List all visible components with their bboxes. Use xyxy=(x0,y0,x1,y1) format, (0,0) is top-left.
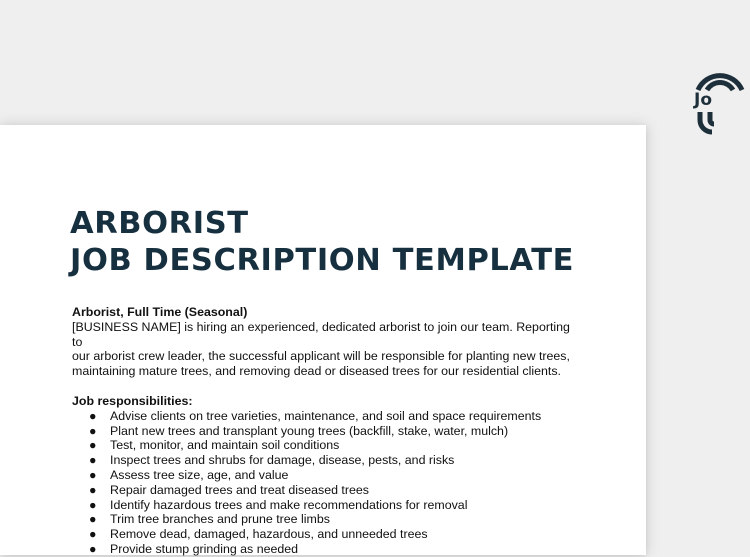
list-item xyxy=(72,409,572,424)
document-title xyxy=(70,205,574,279)
list-item-text: Remove dead, damaged, hazardous, and unneeded trees xyxy=(110,527,428,542)
list-item-text: Inspect trees and shrubs for damage, disease, pests, and risks xyxy=(110,453,455,468)
list-item xyxy=(72,527,572,542)
intro-paragraph xyxy=(72,320,572,379)
list-item xyxy=(72,498,572,513)
list-item-text: Trim tree branches and prune tree limbs xyxy=(110,512,330,527)
bullet-icon: ● xyxy=(89,467,97,482)
bullet-icon: ● xyxy=(89,482,97,497)
list-item xyxy=(72,483,572,498)
list-item-text: Advise clients on tree varieties, maintenance, and soil and space requirements xyxy=(110,408,542,423)
bullet-icon: ● xyxy=(89,541,97,556)
title-line-2: JOB DESCRIPTION TEMPLATE xyxy=(70,243,575,278)
intro-line: our arborist crew leader, the successful applicant will be responsible for planting new trees, xyxy=(72,349,570,364)
bullet-icon: ● xyxy=(89,527,97,542)
list-item-text: Plant new trees and transplant young trees (backfill, stake, water, mulch) xyxy=(110,423,509,438)
list-item xyxy=(72,512,572,527)
intro-line: [BUSINESS NAME] is hiring an experienced, dedicated arborist to join our team. Reporting to xyxy=(72,319,570,349)
list-item xyxy=(72,424,572,439)
job-heading: Arborist, Full Time (Seasonal) xyxy=(72,305,248,319)
bullet-icon: ● xyxy=(89,423,97,438)
list-item xyxy=(72,438,572,453)
document-page xyxy=(0,125,646,555)
list-item-text: Repair damaged trees and treat diseased trees xyxy=(110,482,369,497)
list-item xyxy=(72,453,572,468)
logo-text: Jo xyxy=(694,90,713,110)
bullet-icon: ● xyxy=(89,453,97,468)
list-item-text: Provide stump grinding as needed xyxy=(110,541,299,556)
brand-logo xyxy=(690,62,750,134)
list-item-text: Assess tree size, age, and value xyxy=(110,467,289,482)
bullet-icon: ● xyxy=(89,408,97,423)
list-item xyxy=(72,468,572,483)
document-body xyxy=(72,305,572,557)
responsibilities-list xyxy=(72,409,572,557)
list-item-text: Identify hazardous trees and make recommendations for removal xyxy=(110,497,468,512)
responsibilities-heading: Job responsibilities: xyxy=(72,393,193,408)
bullet-icon: ● xyxy=(89,512,97,527)
paragraph-spacer xyxy=(72,379,572,394)
title-line-1: ARBORIST xyxy=(70,206,249,241)
intro-line: maintaining mature trees, and removing dead or diseased trees for our residential clients. xyxy=(72,364,562,379)
list-item-text: Test, monitor, and maintain soil conditions xyxy=(110,438,340,453)
bullet-icon: ● xyxy=(89,497,97,512)
bullet-icon: ● xyxy=(89,438,97,453)
list-item xyxy=(72,542,572,557)
